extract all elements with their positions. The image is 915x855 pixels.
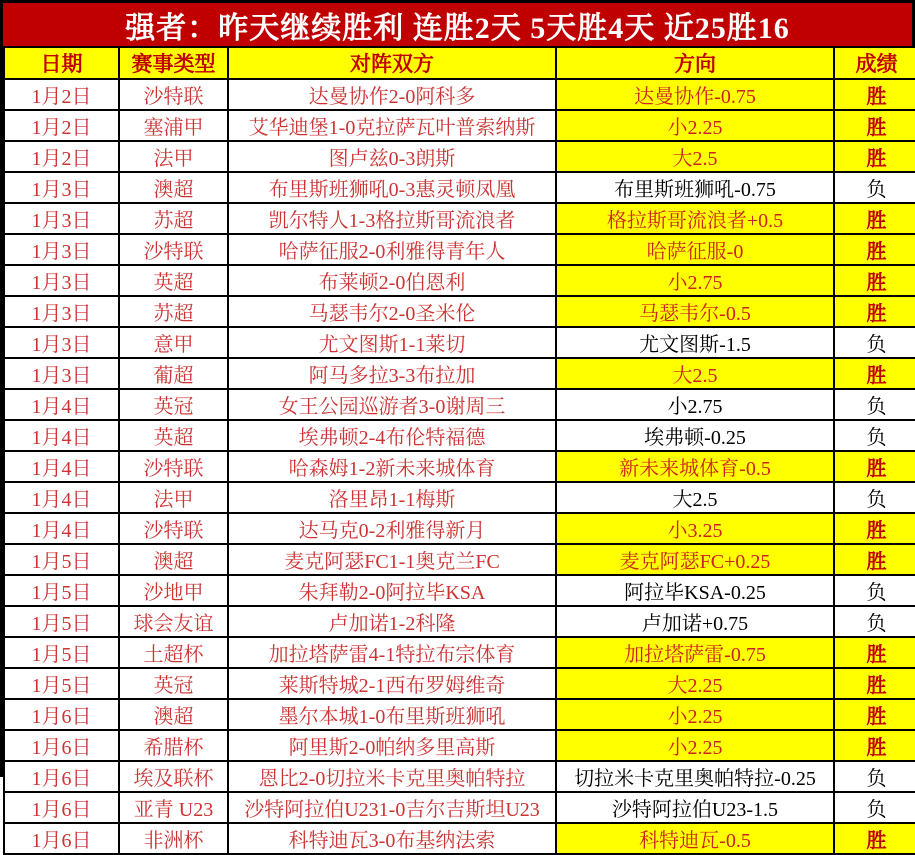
direction-cell: 切拉米卡克里奥帕特拉-0.25	[556, 761, 834, 792]
league-cell: 苏超	[119, 296, 228, 327]
direction-cell: 小2.25	[556, 730, 834, 761]
column-header-date: 日期	[4, 47, 119, 79]
match-cell: 麦克阿瑟FC1-1奥克兰FC	[228, 544, 556, 575]
table-row	[4, 451, 915, 482]
result-cell: 负	[834, 327, 915, 358]
match-cell: 艾华迪堡1-0克拉萨瓦叶普索纳斯	[228, 110, 556, 141]
date-cell: 1月6日	[4, 823, 119, 854]
direction-cell: 尤文图斯-1.5	[556, 327, 834, 358]
table-row	[4, 203, 915, 234]
result-cell: 负	[834, 606, 915, 637]
date-cell: 1月5日	[4, 575, 119, 606]
table-body	[4, 79, 915, 854]
match-cell: 达马克0-2利雅得新月	[228, 513, 556, 544]
result-cell: 负	[834, 389, 915, 420]
direction-cell: 新未来城体育-0.5	[556, 451, 834, 482]
result-cell: 胜	[834, 637, 915, 668]
direction-cell: 埃弗顿-0.25	[556, 420, 834, 451]
result-cell: 胜	[834, 203, 915, 234]
league-cell: 球会友谊	[119, 606, 228, 637]
league-cell: 塞浦甲	[119, 110, 228, 141]
league-cell: 英冠	[119, 668, 228, 699]
table-row	[4, 513, 915, 544]
date-cell: 1月5日	[4, 606, 119, 637]
result-cell: 胜	[834, 79, 915, 110]
league-cell: 英超	[119, 265, 228, 296]
league-cell: 沙特联	[119, 234, 228, 265]
direction-cell: 哈萨征服-0	[556, 234, 834, 265]
table-row	[4, 544, 915, 575]
match-cell: 布里斯班狮吼0-3惠灵顿凤凰	[228, 172, 556, 203]
league-cell: 英超	[119, 420, 228, 451]
column-header-match: 对阵双方	[228, 47, 556, 79]
result-cell: 负	[834, 172, 915, 203]
match-cell: 洛里昂1-1梅斯	[228, 482, 556, 513]
match-cell: 墨尔本城1-0布里斯班狮吼	[228, 699, 556, 730]
date-cell: 1月3日	[4, 203, 119, 234]
direction-cell: 大2.5	[556, 358, 834, 389]
date-cell: 1月4日	[4, 389, 119, 420]
direction-cell: 阿拉毕KSA-0.25	[556, 575, 834, 606]
table-row	[4, 420, 915, 451]
date-cell: 1月2日	[4, 141, 119, 172]
date-cell: 1月4日	[4, 482, 119, 513]
result-cell: 胜	[834, 110, 915, 141]
date-cell: 1月3日	[4, 234, 119, 265]
result-cell: 胜	[834, 699, 915, 730]
direction-cell: 麦克阿瑟FC+0.25	[556, 544, 834, 575]
match-cell: 加拉塔萨雷4-1特拉布宗体育	[228, 637, 556, 668]
result-cell: 胜	[834, 296, 915, 327]
result-cell: 负	[834, 792, 915, 823]
result-cell: 胜	[834, 668, 915, 699]
direction-cell: 大2.5	[556, 141, 834, 172]
result-cell: 负	[834, 575, 915, 606]
direction-cell: 小2.25	[556, 110, 834, 141]
table-row	[4, 110, 915, 141]
direction-cell: 沙特阿拉伯U23-1.5	[556, 792, 834, 823]
direction-cell: 小2.25	[556, 699, 834, 730]
table-row	[4, 172, 915, 203]
league-cell: 沙特联	[119, 451, 228, 482]
direction-cell: 加拉塔萨雷-0.75	[556, 637, 834, 668]
league-cell: 沙特联	[119, 79, 228, 110]
table-row	[4, 730, 915, 761]
date-cell: 1月3日	[4, 265, 119, 296]
results-table	[3, 46, 915, 855]
direction-cell: 小2.75	[556, 265, 834, 296]
direction-cell: 科特迪瓦-0.5	[556, 823, 834, 854]
league-cell: 英冠	[119, 389, 228, 420]
league-cell: 意甲	[119, 327, 228, 358]
table-row	[4, 606, 915, 637]
match-cell: 埃弗顿2-4布伦特福德	[228, 420, 556, 451]
result-cell: 胜	[834, 544, 915, 575]
table-row	[4, 358, 915, 389]
match-cell: 莱斯特城2-1西布罗姆维奇	[228, 668, 556, 699]
league-cell: 沙地甲	[119, 575, 228, 606]
match-cell: 朱拜勒2-0阿拉毕KSA	[228, 575, 556, 606]
match-cell: 马瑟韦尔2-0圣米伦	[228, 296, 556, 327]
league-cell: 希腊杯	[119, 730, 228, 761]
table-row	[4, 141, 915, 172]
table-row	[4, 792, 915, 823]
match-cell: 图卢兹0-3朗斯	[228, 141, 556, 172]
date-cell: 1月3日	[4, 172, 119, 203]
match-cell: 哈森姆1-2新未来城体育	[228, 451, 556, 482]
date-cell: 1月2日	[4, 110, 119, 141]
match-cell: 阿里斯2-0帕纳多里高斯	[228, 730, 556, 761]
table-row	[4, 823, 915, 854]
table-row	[4, 327, 915, 358]
match-cell: 凯尔特人1-3格拉斯哥流浪者	[228, 203, 556, 234]
table-row	[4, 668, 915, 699]
direction-cell: 卢加诺+0.75	[556, 606, 834, 637]
league-cell: 葡超	[119, 358, 228, 389]
result-cell: 胜	[834, 265, 915, 296]
date-cell: 1月5日	[4, 544, 119, 575]
table-row	[4, 482, 915, 513]
direction-cell: 格拉斯哥流浪者+0.5	[556, 203, 834, 234]
result-cell: 胜	[834, 234, 915, 265]
result-cell: 负	[834, 482, 915, 513]
date-cell: 1月6日	[4, 792, 119, 823]
direction-cell: 大2.25	[556, 668, 834, 699]
table-row	[4, 575, 915, 606]
league-cell: 澳超	[119, 699, 228, 730]
table-row	[4, 296, 915, 327]
header-row	[4, 47, 915, 79]
league-cell: 法甲	[119, 482, 228, 513]
direction-cell: 布里斯班狮吼-0.75	[556, 172, 834, 203]
direction-cell: 马瑟韦尔-0.5	[556, 296, 834, 327]
match-cell: 尤文图斯1-1莱切	[228, 327, 556, 358]
match-cell: 哈萨征服2-0利雅得青年人	[228, 234, 556, 265]
league-cell: 澳超	[119, 544, 228, 575]
league-cell: 非洲杯	[119, 823, 228, 854]
match-cell: 卢加诺1-2科隆	[228, 606, 556, 637]
table-row	[4, 637, 915, 668]
league-cell: 土超杯	[119, 637, 228, 668]
date-cell: 1月3日	[4, 327, 119, 358]
table-row	[4, 79, 915, 110]
match-cell: 阿马多拉3-3布拉加	[228, 358, 556, 389]
table-row	[4, 234, 915, 265]
league-cell: 埃及联杯	[119, 761, 228, 792]
column-header-league: 赛事类型	[119, 47, 228, 79]
result-cell: 胜	[834, 730, 915, 761]
column-header-direction: 方向	[556, 47, 834, 79]
result-cell: 胜	[834, 141, 915, 172]
page-title: 强者：昨天继续胜利 连胜2天 5天胜4天 近25胜16	[3, 3, 912, 46]
date-cell: 1月6日	[4, 761, 119, 792]
date-cell: 1月2日	[4, 79, 119, 110]
match-cell: 布莱顿2-0伯恩利	[228, 265, 556, 296]
match-cell: 恩比2-0切拉米卡克里奥帕特拉	[228, 761, 556, 792]
table-row	[4, 699, 915, 730]
league-cell: 沙特联	[119, 513, 228, 544]
match-cell: 科特迪瓦3-0布基纳法索	[228, 823, 556, 854]
date-cell: 1月4日	[4, 451, 119, 482]
column-header-result: 成绩	[834, 47, 915, 79]
date-cell: 1月3日	[4, 296, 119, 327]
date-cell: 1月4日	[4, 513, 119, 544]
league-cell: 澳超	[119, 172, 228, 203]
date-cell: 1月3日	[4, 358, 119, 389]
league-cell: 法甲	[119, 141, 228, 172]
date-cell: 1月6日	[4, 730, 119, 761]
result-cell: 胜	[834, 451, 915, 482]
direction-cell: 大2.5	[556, 482, 834, 513]
league-cell: 苏超	[119, 203, 228, 234]
match-cell: 沙特阿拉伯U231-0吉尔吉斯坦U23	[228, 792, 556, 823]
date-cell: 1月6日	[4, 699, 119, 730]
result-cell: 胜	[834, 513, 915, 544]
league-cell: 亚青 U23	[119, 792, 228, 823]
table-row	[4, 265, 915, 296]
direction-cell: 小2.75	[556, 389, 834, 420]
table-row	[4, 389, 915, 420]
date-cell: 1月5日	[4, 637, 119, 668]
direction-cell: 达曼协作-0.75	[556, 79, 834, 110]
result-cell: 负	[834, 420, 915, 451]
result-cell: 负	[834, 761, 915, 792]
match-cell: 达曼协作2-0阿科多	[228, 79, 556, 110]
date-cell: 1月4日	[4, 420, 119, 451]
result-cell: 胜	[834, 823, 915, 854]
direction-cell: 小3.25	[556, 513, 834, 544]
date-cell: 1月5日	[4, 668, 119, 699]
match-cell: 女王公园巡游者3-0谢周三	[228, 389, 556, 420]
result-cell: 胜	[834, 358, 915, 389]
